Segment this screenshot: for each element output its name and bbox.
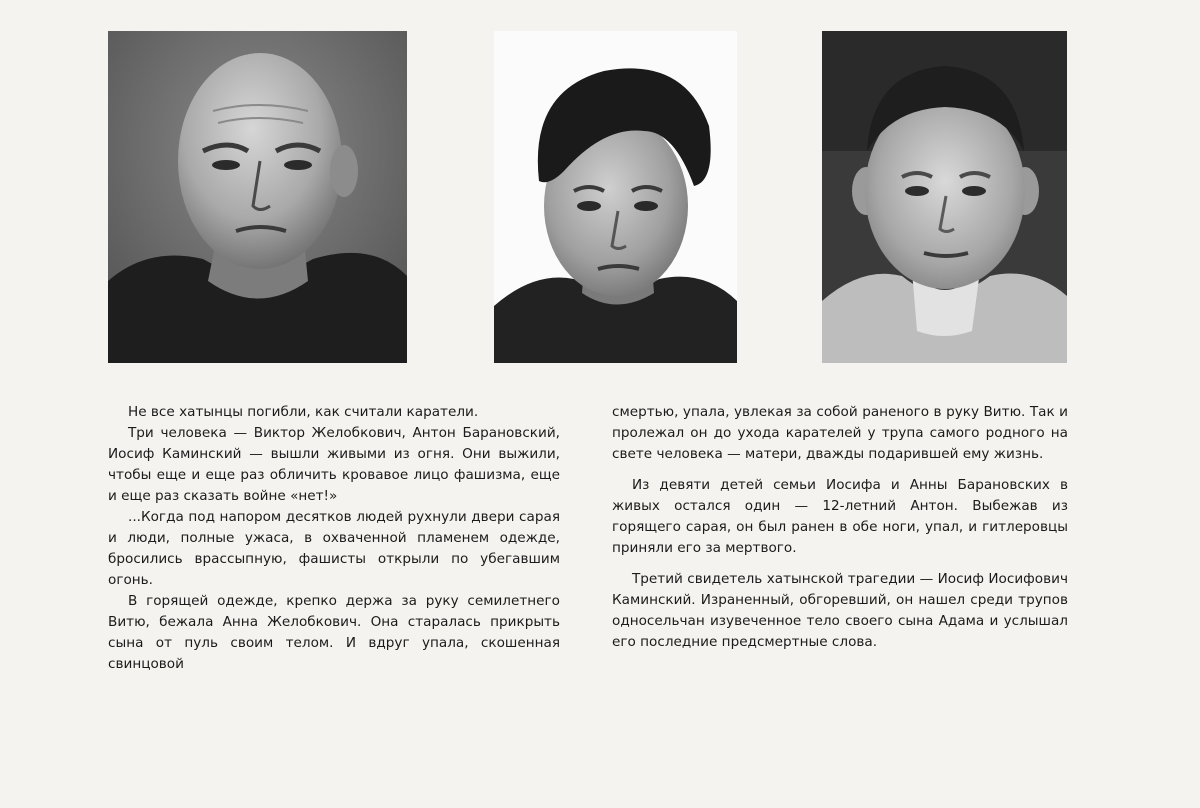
portrait-elderly-man-icon — [108, 31, 407, 363]
photo-anton-baranovsky — [494, 31, 737, 363]
text-column-left — [108, 402, 560, 675]
paragraph: смертью, упала, увлекая за собой раненого в руку Витю. Так и пролежал он до ухода карателей у трупа самого родного на свете человека — матери, дважды подарившей ему жизнь. — [612, 404, 1068, 462]
portrait-boy-short-hair-icon — [822, 31, 1067, 363]
paragraph: ...Когда под напором десятков людей рухнули двери сарая и люди, полные ужаса, в охваченной пламенем одежде, бросились врассыпную, фашисты открыли по убегавшим огонь. — [108, 509, 560, 588]
portrait-boy-dark-hair-icon — [494, 31, 737, 363]
paragraph: В горящей одежде, крепко держа за руку семилетнего Витю, бежала Анна Желобкович. Она старалась прикрыть сына от пуль своим телом. И вдруг упала, скошенная свинцовой — [108, 593, 560, 672]
paragraph: Третий свидетель хатынской трагедии — Иосиф Иосифович Каминский. Израненный, обгоревший, он нашел среди трупов односельчан изувеченное тело своего сына Адама и услышал его последние предсмертные слова. — [612, 571, 1068, 650]
paragraph: Из девяти детей семьи Иосифа и Анны Барановских в живых остался один — 12-летний Антон. Выбежав из горящего сарая, он был ранен в обе ноги, упал, и гитлеровцы приняли его за мертвого. — [612, 477, 1068, 556]
photo-viktor-zhelobkovich — [108, 31, 407, 363]
paragraph: Не все хатынцы погибли, как считали каратели. — [128, 404, 479, 420]
text-column-right — [612, 402, 1068, 653]
photo-iosif-kaminsky — [822, 31, 1067, 363]
paragraph: Три человека — Виктор Желобкович, Антон Барановский, Иосиф Каминский — вышли живыми из огня. Они выжили, чтобы еще и еще раз обличить кровавое лицо фашизма, еще и еще раз сказать войне «нет!» — [108, 425, 560, 504]
